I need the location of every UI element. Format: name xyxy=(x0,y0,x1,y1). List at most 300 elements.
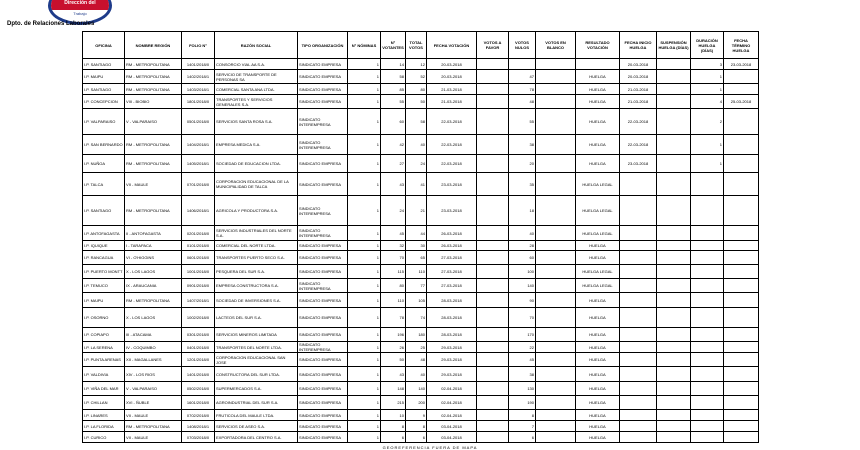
table-body xyxy=(83,59,759,443)
table-cell: AGROINDUSTRIAL DEL SUR S.A. xyxy=(215,396,298,410)
table-cell: PESQUERA DEL SUR S.A. xyxy=(215,265,298,279)
table-row xyxy=(83,135,759,155)
table-cell: 105 xyxy=(406,293,427,308)
table-row xyxy=(83,432,759,443)
table-cell: 4 xyxy=(691,95,724,109)
table-cell xyxy=(724,173,759,196)
table-cell: 20 xyxy=(509,155,536,173)
table-cell xyxy=(620,279,657,293)
table-cell: 1408/2018/1 xyxy=(182,421,215,432)
table-cell: 1 xyxy=(348,241,381,251)
table-cell: HUELGA xyxy=(576,251,620,265)
table-cell: I.P. OSORNO xyxy=(83,308,125,328)
table-cell: RM - METROPOLITANA xyxy=(125,135,182,155)
table-cell xyxy=(691,410,724,421)
table-cell: I.P. LA SERENA xyxy=(83,342,125,353)
table-cell: 48 xyxy=(406,353,427,367)
table-cell xyxy=(536,328,576,342)
table-cell: 20-03-2018 xyxy=(427,70,477,84)
table-cell: 1 xyxy=(348,353,381,367)
table-cell xyxy=(724,196,759,226)
table-cell: 52 xyxy=(406,70,427,84)
table-cell: 26-03-2018 xyxy=(427,226,477,241)
table-cell: 8 xyxy=(509,410,536,421)
table-cell: I.P. MAIPU xyxy=(83,293,125,308)
table-cell: VII - MAULE xyxy=(125,173,182,196)
table-row xyxy=(83,196,759,226)
table-cell xyxy=(477,410,509,421)
table-cell xyxy=(691,421,724,432)
table-cell: HUELGA xyxy=(576,155,620,173)
table-cell: CORPORACION EDUCACIONAL DE LA MUNICIPALIDAD DE TALCA xyxy=(215,173,298,196)
table-cell: 6 xyxy=(406,432,427,443)
table-cell: 1 xyxy=(348,421,381,432)
table-cell xyxy=(620,251,657,265)
table-cell xyxy=(724,308,759,328)
table-cell: 0702/2018/0 xyxy=(182,410,215,421)
table-cell: 200 xyxy=(406,396,427,410)
table-cell xyxy=(620,173,657,196)
table-cell xyxy=(477,342,509,353)
table-cell: HUELGA xyxy=(576,84,620,95)
table-cell: 80 xyxy=(381,279,406,293)
table-cell: 0601/2018/0 xyxy=(182,251,215,265)
table-cell: I.P. LA FLORIDA xyxy=(83,421,125,432)
table-cell xyxy=(477,353,509,367)
table-row xyxy=(83,353,759,367)
table-cell: 29-03-2018 xyxy=(427,353,477,367)
table-cell: 1 xyxy=(348,70,381,84)
column-header: FECHA VOTACIÓN xyxy=(427,32,477,59)
table-cell: I.P. VALDIVIA xyxy=(83,367,125,382)
table-row xyxy=(83,70,759,84)
table-cell: 1 xyxy=(348,265,381,279)
table-cell: 130 xyxy=(509,382,536,396)
table-cell: I - TARAPACA xyxy=(125,241,182,251)
table-cell xyxy=(657,308,691,328)
table-cell: 40 xyxy=(509,226,536,241)
table-cell: 1 xyxy=(691,84,724,95)
table-cell: HUELGA xyxy=(576,135,620,155)
table-cell: 30 xyxy=(406,241,427,251)
table-cell xyxy=(477,328,509,342)
table-cell: 22-03-2018 xyxy=(427,109,477,135)
table-cell xyxy=(536,59,576,70)
table-cell: 77 xyxy=(406,279,427,293)
table-cell: 60 xyxy=(509,251,536,265)
table-row xyxy=(83,173,759,196)
table-cell: 28-03-2018 xyxy=(427,328,477,342)
table-cell: 8 xyxy=(406,421,427,432)
table-cell: SINDICATO EMPRESA xyxy=(298,59,348,70)
table-cell xyxy=(620,328,657,342)
table-cell xyxy=(724,367,759,382)
table-cell: 100 xyxy=(509,265,536,279)
table-cell xyxy=(724,109,759,135)
department-label: Dpto. de Relaciones Laborales xyxy=(7,21,95,27)
column-header: FOLIO N° xyxy=(182,32,215,59)
table-cell: 18 xyxy=(509,196,536,226)
table-cell: RM - METROPOLITANA xyxy=(125,196,182,226)
column-header: DURACIÓN HUELGA (DÍAS) xyxy=(691,32,724,59)
table-cell: 21-03-2018 xyxy=(427,84,477,95)
table-cell xyxy=(620,265,657,279)
table-cell: SINDICATO EMPRESA xyxy=(298,396,348,410)
table-cell xyxy=(477,308,509,328)
table-cell: SINDICATO EMPRESA xyxy=(298,155,348,173)
table-cell: 02-04-2018 xyxy=(427,410,477,421)
table-cell xyxy=(536,135,576,155)
table-cell xyxy=(691,367,724,382)
table-cell: 32 xyxy=(381,241,406,251)
table-cell: 27-03-2018 xyxy=(427,279,477,293)
table-header-row xyxy=(83,32,759,59)
table-cell xyxy=(724,135,759,155)
table-cell: SINDICATO EMPRESA xyxy=(298,382,348,396)
table-cell: SINDICATO EMPRESA xyxy=(298,265,348,279)
column-header: N° VOTANTES xyxy=(381,32,406,59)
table-row xyxy=(83,226,759,241)
table-cell xyxy=(477,367,509,382)
table-cell: 25 xyxy=(406,342,427,353)
table-cell: 38 xyxy=(509,367,536,382)
table-cell: HUELGA xyxy=(576,367,620,382)
table-cell: 0501/2018/0 xyxy=(182,109,215,135)
table-cell xyxy=(691,432,724,443)
table-cell: 1 xyxy=(348,308,381,328)
table-cell: 1 xyxy=(348,226,381,241)
table-cell: I.P. ANTOFAGASTA xyxy=(83,226,125,241)
table-cell: V - VALPARAISO xyxy=(125,382,182,396)
table-cell xyxy=(657,196,691,226)
table-cell: 196 xyxy=(381,328,406,342)
table-row xyxy=(83,95,759,109)
table-cell: 22-03-2018 xyxy=(427,135,477,155)
table-cell: 1406/2018/1 xyxy=(182,196,215,226)
table-cell xyxy=(657,226,691,241)
table-cell: 85 xyxy=(381,84,406,95)
logo-text: Dirección del xyxy=(64,0,96,6)
table-cell xyxy=(657,173,691,196)
table-cell: I.P. PUERTO MONTT xyxy=(83,265,125,279)
table-cell xyxy=(477,279,509,293)
table-cell: SINDICATO EMPRESA xyxy=(298,84,348,95)
table-row xyxy=(83,265,759,279)
column-header: TIPO ORGANIZACIÓN xyxy=(298,32,348,59)
table-cell: SINDICATO EMPRESA xyxy=(298,95,348,109)
table-cell: I.P. IQUIQUE xyxy=(83,241,125,251)
table-cell: RM - METROPOLITANA xyxy=(125,155,182,173)
table-cell xyxy=(509,59,536,70)
table-cell: 1401/2018/0 xyxy=(182,367,215,382)
table-cell xyxy=(477,84,509,95)
table-cell: COMERCIAL SANTA ANA LTDA. xyxy=(215,84,298,95)
table-cell: 1002/2018/0 xyxy=(182,308,215,328)
table-cell xyxy=(657,367,691,382)
table-cell: SOCIEDAD DE EDUCACION LTDA. xyxy=(215,155,298,173)
table-cell: HUELGA LEGAL xyxy=(576,279,620,293)
table-cell: 28 xyxy=(509,241,536,251)
table-cell: SINDICATO EMPRESA xyxy=(298,432,348,443)
table-cell xyxy=(724,279,759,293)
table-cell: 50 xyxy=(381,353,406,367)
table-cell: CONSTRUCTORA DEL SUR LTDA. xyxy=(215,367,298,382)
table-cell xyxy=(691,241,724,251)
table-cell xyxy=(657,155,691,173)
table-cell: SERVICIO DE TRANSPORTE DE PERSONAS SA xyxy=(215,70,298,84)
table-cell: 190 xyxy=(509,396,536,410)
table-cell: 140 xyxy=(509,279,536,293)
table-cell xyxy=(657,293,691,308)
table-cell xyxy=(536,293,576,308)
table-cell: 140 xyxy=(406,382,427,396)
table-row xyxy=(83,421,759,432)
table-cell: EMPRESA CONSTRUCTORA S.A. xyxy=(215,279,298,293)
table-cell: SINDICATO INTEREMPRESA xyxy=(298,196,348,226)
table-cell: 1 xyxy=(348,196,381,226)
table-cell: VI - O'HIGGINS xyxy=(125,251,182,265)
table-cell xyxy=(620,353,657,367)
table-cell: 26-03-2018 xyxy=(427,241,477,251)
column-header: OFICINA xyxy=(83,32,125,59)
table-row xyxy=(83,367,759,382)
table-cell: 0701/2018/0 xyxy=(182,173,215,196)
table-cell: 50 xyxy=(406,95,427,109)
table-cell: 6 xyxy=(509,432,536,443)
table-cell xyxy=(477,265,509,279)
table-cell: SERVICIOS MINEROS LIMITADA xyxy=(215,328,298,342)
table-cell xyxy=(620,241,657,251)
table-cell: 215 xyxy=(381,396,406,410)
table-cell: 78 xyxy=(509,84,536,95)
table-cell: III - ATACAMA xyxy=(125,328,182,342)
table-cell: TRANSPORTES Y SERVICIOS GENERALES S.A. xyxy=(215,95,298,109)
table-cell: TRANSPORTES PUERTO SECO S.A. xyxy=(215,251,298,265)
table-cell: EXPORTADORA DEL CENTRO S.A. xyxy=(215,432,298,443)
table-cell: SERVICIOS DE ASEO S.A. xyxy=(215,421,298,432)
table-row xyxy=(83,293,759,308)
table-row xyxy=(83,410,759,421)
table-cell: HUELGA xyxy=(576,421,620,432)
table-cell: HUELGA xyxy=(576,95,620,109)
table-cell: SINDICATO INTEREMPRESA xyxy=(298,109,348,135)
table-cell: I.P. CHILLAN xyxy=(83,396,125,410)
table-cell: HUELGA xyxy=(576,353,620,367)
table-cell: 45 xyxy=(381,226,406,241)
table-cell: LACTEOS DEL SUR S.A. xyxy=(215,308,298,328)
table-cell xyxy=(477,432,509,443)
table-cell xyxy=(691,382,724,396)
table-cell: SINDICATO INTEREMPRESA xyxy=(298,279,348,293)
table-cell: V - VALPARAISO xyxy=(125,109,182,135)
column-header: TOTAL VOTOS xyxy=(406,32,427,59)
table-cell xyxy=(620,396,657,410)
table-cell: SINDICATO EMPRESA xyxy=(298,367,348,382)
table-cell: RM - METROPOLITANA xyxy=(125,421,182,432)
table-cell: HUELGA LEGAL xyxy=(576,226,620,241)
column-header: RESULTADO VOTACIÓN xyxy=(576,32,620,59)
table-cell: 20-03-2018 xyxy=(427,59,477,70)
table-cell: 03-04-2018 xyxy=(427,421,477,432)
table-cell: EMPRESA MEDICA S.A. xyxy=(215,135,298,155)
table-row xyxy=(83,155,759,173)
table-cell: 1 xyxy=(348,95,381,109)
table-cell: SOCIEDAD DE INVERSIONES S.A. xyxy=(215,293,298,308)
table-cell: SINDICATO EMPRESA xyxy=(298,173,348,196)
table-row xyxy=(83,241,759,251)
column-header: FECHA TÉRMINO HUELGA xyxy=(724,32,759,59)
table-cell: XIV - LOS RIOS xyxy=(125,367,182,382)
table-cell: I.P. SANTIAGO xyxy=(83,196,125,226)
table-cell: SINDICATO EMPRESA xyxy=(298,308,348,328)
table-cell: VIII - BIOBIO xyxy=(125,95,182,109)
table-cell: 23-03-2018 xyxy=(724,59,759,70)
table-cell: SINDICATO EMPRESA xyxy=(298,241,348,251)
table-cell: 12 xyxy=(406,59,427,70)
table-cell xyxy=(536,155,576,173)
table-cell: 0502/2018/0 xyxy=(182,382,215,396)
table-cell: I.P. COPIAPO xyxy=(83,328,125,342)
table-cell: HUELGA xyxy=(576,328,620,342)
table-cell: FRUTICOLA DEL MAULE LTDA. xyxy=(215,410,298,421)
table-cell xyxy=(477,135,509,155)
table-cell: 1001/2018/0 xyxy=(182,265,215,279)
table-cell xyxy=(724,382,759,396)
table-cell xyxy=(620,196,657,226)
table-cell: 9 xyxy=(406,410,427,421)
table-row xyxy=(83,109,759,135)
table-cell: 25-03-2018 xyxy=(724,95,759,109)
table-cell: I.P. CURICO xyxy=(83,432,125,443)
table-cell: I.P. SAN BERNARDO xyxy=(83,135,125,155)
table-cell: 22-03-2018 xyxy=(620,109,657,135)
table-cell: 1 xyxy=(348,135,381,155)
table-cell: 58 xyxy=(381,70,406,84)
table-cell: 1402/2018/1 xyxy=(182,70,215,84)
column-header: RAZÓN SOCIAL xyxy=(215,32,298,59)
table-cell: 0401/2018/0 xyxy=(182,342,215,353)
table-cell xyxy=(536,342,576,353)
table-cell: II - ANTOFAGASTA xyxy=(125,226,182,241)
table-cell xyxy=(657,421,691,432)
table-cell: I.P. TALCA xyxy=(83,173,125,196)
table-row xyxy=(83,308,759,328)
table-cell: 42 xyxy=(381,135,406,155)
table-cell: 20-03-2018 xyxy=(620,59,657,70)
table-cell: 38 xyxy=(509,135,536,155)
table-cell: 28-03-2018 xyxy=(427,293,477,308)
table-cell: I.P. PUNTA ARENAS xyxy=(83,353,125,367)
table-cell xyxy=(536,432,576,443)
table-cell: 14 xyxy=(381,59,406,70)
table-cell xyxy=(657,353,691,367)
table-cell: HUELGA xyxy=(576,432,620,443)
column-header: VOTOS A FAVOR xyxy=(477,32,509,59)
table-cell: 41 xyxy=(406,173,427,196)
table-cell: 26 xyxy=(381,342,406,353)
table-cell xyxy=(536,308,576,328)
table-cell: 40 xyxy=(406,367,427,382)
strikes-table xyxy=(82,31,759,443)
table-cell xyxy=(536,265,576,279)
table-cell xyxy=(657,432,691,443)
table-cell xyxy=(620,382,657,396)
table-cell: 44 xyxy=(406,226,427,241)
table-cell xyxy=(477,109,509,135)
table-cell: 21-03-2018 xyxy=(620,95,657,109)
table-cell xyxy=(691,328,724,342)
table-cell: 55 xyxy=(509,109,536,135)
table-cell xyxy=(724,251,759,265)
table-cell xyxy=(477,382,509,396)
table-cell xyxy=(657,265,691,279)
table-row xyxy=(83,279,759,293)
table-cell: 03-04-2018 xyxy=(427,432,477,443)
table-cell: AGRICOLA Y PRODUCTORA S.A. xyxy=(215,196,298,226)
table-cell xyxy=(477,59,509,70)
table-cell: 29-03-2018 xyxy=(427,367,477,382)
table-cell: HUELGA xyxy=(576,308,620,328)
table-cell xyxy=(691,293,724,308)
table-cell: 0703/2018/0 xyxy=(182,432,215,443)
table-cell xyxy=(536,251,576,265)
table-cell: 1201/2018/0 xyxy=(182,353,215,367)
table-cell xyxy=(657,241,691,251)
table-cell: 0201/2018/0 xyxy=(182,226,215,241)
table-cell: 180 xyxy=(406,328,427,342)
table-row xyxy=(83,328,759,342)
table-cell: 65 xyxy=(406,251,427,265)
table-cell xyxy=(576,59,620,70)
table-cell: 29-03-2018 xyxy=(427,342,477,353)
table-cell xyxy=(536,95,576,109)
table-cell: 1 xyxy=(348,59,381,70)
table-cell: 1403/2018/1 xyxy=(182,84,215,95)
table-cell: 80 xyxy=(406,84,427,95)
table-cell: 27-03-2018 xyxy=(427,265,477,279)
table-cell: XVI - ÑUBLE xyxy=(125,396,182,410)
column-header: VOTOS NULOS xyxy=(509,32,536,59)
table-cell: 27 xyxy=(381,155,406,173)
table-cell: 90 xyxy=(509,293,536,308)
table-cell: 1601/2018/0 xyxy=(182,396,215,410)
table-cell xyxy=(724,155,759,173)
footer-note: GEOREFERENCIA FUERA DE MAPA xyxy=(382,445,478,450)
table-cell: 1 xyxy=(348,84,381,95)
table-cell: 70 xyxy=(381,251,406,265)
table-cell: RM - METROPOLITANA xyxy=(125,59,182,70)
table-cell: 1404/2018/1 xyxy=(182,135,215,155)
table-cell: 1 xyxy=(691,70,724,84)
table-cell: 7 xyxy=(509,421,536,432)
table-cell xyxy=(724,84,759,95)
table-cell xyxy=(477,251,509,265)
table-cell xyxy=(691,279,724,293)
table-cell: 1 xyxy=(348,382,381,396)
table-cell xyxy=(657,109,691,135)
column-header: VOTOS EN BLANCO xyxy=(536,32,576,59)
table-row xyxy=(83,251,759,265)
table-cell xyxy=(536,421,576,432)
table-cell xyxy=(477,421,509,432)
table-cell: COMERCIAL DEL NORTE LTDA. xyxy=(215,241,298,251)
table-cell xyxy=(724,342,759,353)
table-cell xyxy=(657,59,691,70)
table-cell xyxy=(477,226,509,241)
table-cell: HUELGA LEGAL xyxy=(576,196,620,226)
table-cell xyxy=(536,396,576,410)
table-row xyxy=(83,382,759,396)
